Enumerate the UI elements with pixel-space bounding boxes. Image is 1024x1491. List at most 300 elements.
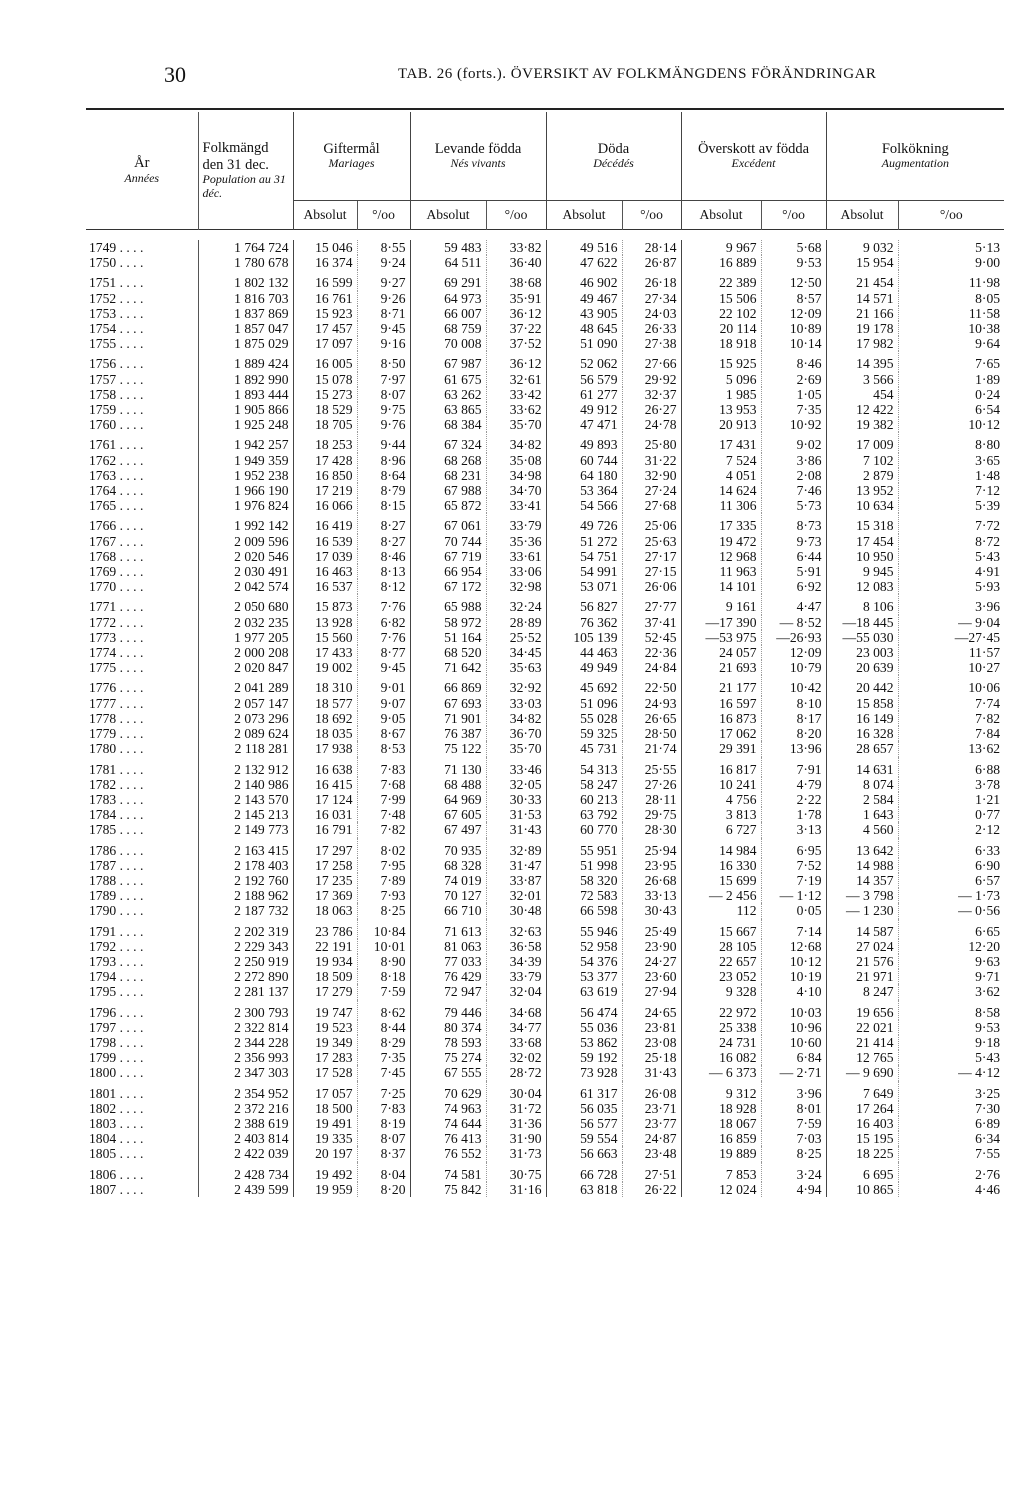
header-marriages-fr: Mariages [328,156,375,171]
cell-increase-permille: 5·93 [898,579,1004,594]
cell-births-absolut: 71 642 [410,660,486,675]
cell-births-permille: 32·04 [486,984,546,999]
cell-births-absolut: 69 291 [410,270,486,290]
cell-marriages-permille: 7·76 [357,594,410,614]
cell-marriages-permille: 8·44 [357,1020,410,1035]
cell-deaths-absolut: 56 035 [546,1101,622,1116]
table-row [86,645,1004,660]
cell-surplus-permille: 8·20 [761,726,826,741]
cell-increase-absolut: 15 195 [826,1131,898,1146]
cell-surplus-permille: 3·13 [761,822,826,837]
subheader-permille: °/oo [761,201,826,230]
cell-surplus-permille: — 1·12 [761,888,826,903]
cell-marriages-absolut: 16 761 [293,291,357,306]
cell-increase-absolut: 19 656 [826,1000,898,1020]
cell-births-permille: 34·77 [486,1020,546,1035]
cell-deaths-absolut: 52 958 [546,939,622,954]
cell-increase-absolut: 15 858 [826,696,898,711]
cell-births-permille: 33·06 [486,564,546,579]
cell-marriages-permille: 9·27 [357,270,410,290]
cell-deaths-absolut: 58 247 [546,777,622,792]
cell-marriages-absolut: 18 692 [293,711,357,726]
cell-population: 2 439 599 [198,1182,293,1197]
table-row [86,711,1004,726]
cell-births-permille: 34·98 [486,468,546,483]
cell-deaths-permille: 23·08 [622,1035,681,1050]
cell-year: 1759 . . . . [89,402,144,418]
cell-deaths-permille: 27·34 [622,291,681,306]
header-year-sv: År [134,155,150,172]
cell-marriages-absolut: 19 934 [293,954,357,969]
cell-births-permille: 33·03 [486,696,546,711]
cell-increase-absolut: 6 695 [826,1162,898,1182]
table-row [86,372,1004,387]
subheader-absolut: Absolut [410,201,486,230]
cell-surplus-absolut: 28 105 [681,939,761,954]
cell-surplus-permille: 1·78 [761,807,826,822]
cell-marriages-permille: 9·05 [357,711,410,726]
cell-deaths-permille: 23·77 [622,1116,681,1131]
cell-marriages-absolut: 19 002 [293,660,357,675]
cell-increase-permille: 7·55 [898,1146,1004,1161]
cell-marriages-permille: 7·76 [357,630,410,645]
cell-marriages-absolut: 18 577 [293,696,357,711]
cell-increase-absolut: 22 021 [826,1020,898,1035]
header-deaths-sv: Döda [597,140,630,157]
cell-population: 2 030 491 [198,564,293,579]
cell-deaths-absolut: 49 893 [546,432,622,452]
header-increase-fr: Augmentation [881,156,949,171]
cell-surplus-absolut: 14 101 [681,579,761,594]
cell-increase-permille: 1·89 [898,372,1004,387]
cell-year: 1754 . . . . [89,321,144,337]
cell-births-permille: 30·75 [486,1162,546,1182]
cell-births-permille: 31·73 [486,1146,546,1161]
cell-increase-permille: 7·84 [898,726,1004,741]
cell-increase-absolut: 7 102 [826,453,898,468]
cell-births-permille: 32·02 [486,1050,546,1065]
cell-surplus-absolut: 17 335 [681,513,761,533]
cell-surplus-permille: 1·05 [761,387,826,402]
cell-births-absolut: 67 555 [410,1065,486,1080]
cell-year: 1778 . . . . [89,710,144,726]
cell-deaths-absolut: 46 902 [546,270,622,290]
cell-increase-absolut: 9 032 [826,240,898,255]
cell-deaths-absolut: 56 663 [546,1146,622,1161]
cell-increase-permille: 11·58 [898,306,1004,321]
cell-surplus-absolut: 4 756 [681,792,761,807]
cell-marriages-absolut: 19 349 [293,1035,357,1050]
cell-deaths-absolut: 47 471 [546,417,622,432]
cell-year: 1801 . . . . [89,1085,144,1101]
cell-surplus-permille: 10·60 [761,1035,826,1050]
cell-deaths-permille: 25·55 [622,757,681,777]
header-rule [86,230,1004,241]
cell-marriages-absolut: 15 923 [293,306,357,321]
cell-surplus-absolut: 21 693 [681,660,761,675]
cell-population: 2 188 962 [198,888,293,903]
cell-deaths-permille: 26·27 [622,402,681,417]
cell-surplus-permille: 7·14 [761,919,826,939]
cell-surplus-absolut: 10 241 [681,777,761,792]
header-surplus-sv: Överskott av födda [697,140,810,157]
table-row [86,579,1004,594]
cell-marriages-permille: 9·76 [357,417,410,432]
cell-population: 2 354 952 [198,1081,293,1101]
cell-surplus-permille: 7·19 [761,873,826,888]
cell-surplus-absolut: 9 328 [681,984,761,999]
cell-population: 2 145 213 [198,807,293,822]
cell-increase-permille: 9·63 [898,954,1004,969]
cell-births-absolut: 66 869 [410,675,486,695]
cell-population: 2 118 281 [198,741,293,756]
cell-surplus-absolut: 6 727 [681,822,761,837]
cell-births-permille: 33·46 [486,757,546,777]
cell-births-absolut: 59 483 [410,240,486,255]
cell-deaths-permille: 26·87 [622,255,681,270]
cell-births-absolut: 76 387 [410,726,486,741]
cell-marriages-absolut: 17 235 [293,873,357,888]
cell-year: 1757 . . . . [89,371,144,387]
table-row [86,939,1004,954]
cell-surplus-absolut: 19 472 [681,534,761,549]
cell-births-absolut: 76 552 [410,1146,486,1161]
cell-surplus-permille: 9·53 [761,255,826,270]
cell-surplus-permille: 12·68 [761,939,826,954]
cell-increase-permille: 6·57 [898,873,1004,888]
cell-marriages-absolut: 16 537 [293,579,357,594]
cell-surplus-absolut: 14 984 [681,838,761,858]
cell-deaths-permille: 24·27 [622,954,681,969]
cell-population: 1 893 444 [198,387,293,402]
cell-increase-permille: 6·65 [898,919,1004,939]
subheader-absolut: Absolut [293,201,357,230]
cell-marriages-absolut: 15 046 [293,240,357,255]
cell-increase-permille: 4·91 [898,564,1004,579]
cell-marriages-permille: 8·18 [357,969,410,984]
cell-surplus-absolut: 22 972 [681,1000,761,1020]
cell-marriages-absolut: 16 374 [293,255,357,270]
cell-deaths-absolut: 45 731 [546,741,622,756]
cell-deaths-permille: 24·87 [622,1131,681,1146]
table-row [86,1000,1004,1020]
cell-increase-permille: 8·72 [898,534,1004,549]
table-row [86,1116,1004,1131]
cell-surplus-absolut: 22 657 [681,954,761,969]
cell-population: 1 816 703 [198,291,293,306]
cell-deaths-absolut: 61 277 [546,387,622,402]
subheader-absolut: Absolut [546,201,622,230]
cell-surplus-absolut: — 6 373 [681,1065,761,1080]
cell-marriages-permille: 8·07 [357,387,410,402]
population-change-table [86,112,1004,1197]
cell-births-permille: 31·36 [486,1116,546,1131]
cell-population: 1 837 869 [198,306,293,321]
cell-increase-permille: — 0·56 [898,903,1004,918]
cell-increase-absolut: 8 074 [826,777,898,792]
cell-surplus-permille: 3·96 [761,1081,826,1101]
cell-surplus-permille: 9·73 [761,534,826,549]
cell-increase-permille: 0·77 [898,807,1004,822]
cell-marriages-absolut: 17 219 [293,483,357,498]
cell-surplus-absolut: 12 024 [681,1182,761,1197]
header-marriages [293,112,410,201]
cell-deaths-absolut: 52 062 [546,351,622,371]
cell-surplus-absolut: 11 963 [681,564,761,579]
cell-births-absolut: 70 629 [410,1081,486,1101]
cell-deaths-absolut: 72 583 [546,888,622,903]
cell-surplus-absolut: 24 731 [681,1035,761,1050]
cell-year: 1781 . . . . [89,761,144,777]
cell-increase-permille: 8·80 [898,432,1004,452]
cell-deaths-permille: 27·94 [622,984,681,999]
cell-births-permille: 32·61 [486,372,546,387]
subheader-permille: °/oo [622,201,681,230]
cell-surplus-permille: 5·91 [761,564,826,579]
table-row [86,1020,1004,1035]
cell-births-absolut: 68 520 [410,645,486,660]
cell-marriages-permille: 8·64 [357,468,410,483]
cell-year: 1753 . . . . [89,305,144,321]
cell-births-absolut: 68 268 [410,453,486,468]
cell-marriages-absolut: 17 433 [293,645,357,660]
cell-deaths-permille: 24·93 [622,696,681,711]
cell-population: 2 403 814 [198,1131,293,1146]
cell-deaths-permille: 25·06 [622,513,681,533]
cell-births-permille: 32·89 [486,838,546,858]
cell-year: 1790 . . . . [89,903,144,919]
cell-marriages-permille: 7·99 [357,792,410,807]
cell-deaths-permille: 27·26 [622,777,681,792]
cell-births-permille: 31·16 [486,1182,546,1197]
cell-deaths-absolut: 63 792 [546,807,622,822]
cell-increase-absolut: 15 318 [826,513,898,533]
header-increase [826,112,1004,201]
cell-marriages-absolut: 20 197 [293,1146,357,1161]
table-row [86,1035,1004,1050]
cell-increase-permille: 2·76 [898,1162,1004,1182]
cell-population: 1 952 238 [198,468,293,483]
running-head: TAB. 26 (forts.). ÖVERSIKT AV FOLKMÄNGDENS FÖRÄNDRINGAR [398,66,877,82]
cell-marriages-permille: 9·45 [357,660,410,675]
cell-births-absolut: 67 719 [410,549,486,564]
cell-marriages-absolut: 15 078 [293,372,357,387]
table-row [86,432,1004,452]
table-row [86,807,1004,822]
cell-year: 1763 . . . . [89,467,144,483]
cell-births-absolut: 67 497 [410,822,486,837]
header-year-fr: Années [124,170,160,185]
cell-population: 2 140 986 [198,777,293,792]
cell-deaths-permille: 25·63 [622,534,681,549]
cell-population: 1 857 047 [198,321,293,336]
cell-marriages-absolut: 17 457 [293,321,357,336]
cell-marriages-absolut: 16 638 [293,757,357,777]
cell-deaths-absolut: 53 862 [546,1035,622,1050]
cell-marriages-permille: 9·45 [357,321,410,336]
cell-births-absolut: 76 413 [410,1131,486,1146]
cell-marriages-absolut: 18 509 [293,969,357,984]
table-row [86,534,1004,549]
cell-year: 1780 . . . . [89,741,144,757]
cell-surplus-permille: 4·79 [761,777,826,792]
cell-deaths-permille: 27·17 [622,549,681,564]
cell-births-absolut: 71 901 [410,711,486,726]
cell-population: 1 949 359 [198,453,293,468]
cell-surplus-permille: 13·96 [761,741,826,756]
cell-births-permille: 33·87 [486,873,546,888]
table-row [86,402,1004,417]
cell-population: 1 780 678 [198,255,293,270]
cell-increase-absolut: 4 560 [826,822,898,837]
cell-population: 1 977 205 [198,630,293,645]
cell-deaths-permille: 33·13 [622,888,681,903]
cell-deaths-permille: 23·90 [622,939,681,954]
cell-births-permille: 37·52 [486,336,546,351]
cell-deaths-permille: 21·74 [622,741,681,756]
cell-surplus-absolut: 16 597 [681,696,761,711]
header-marriages-sv: Giftermål [323,140,380,157]
cell-year: 1777 . . . . [89,695,144,711]
cell-year: 1807 . . . . [89,1181,144,1197]
cell-deaths-permille: 31·43 [622,1065,681,1080]
cell-population: 1 889 424 [198,351,293,371]
cell-increase-absolut: 17 982 [826,336,898,351]
cell-year: 1767 . . . . [89,533,144,549]
cell-marriages-absolut: 18 529 [293,402,357,417]
cell-surplus-absolut: 1 985 [681,387,761,402]
cell-marriages-absolut: 22 191 [293,939,357,954]
cell-deaths-absolut: 49 949 [546,660,622,675]
cell-deaths-absolut: 73 928 [546,1065,622,1080]
cell-deaths-permille: 32·37 [622,387,681,402]
cell-births-permille: 33·79 [486,969,546,984]
cell-population: 2 300 793 [198,1000,293,1020]
cell-marriages-permille: 7·25 [357,1081,410,1101]
cell-marriages-absolut: 17 369 [293,888,357,903]
cell-births-absolut: 76 429 [410,969,486,984]
cell-marriages-absolut: 17 097 [293,336,357,351]
cell-marriages-absolut: 17 039 [293,549,357,564]
cell-population: 2 250 919 [198,954,293,969]
cell-year: 1749 . . . . [89,240,144,255]
cell-increase-permille: 0·24 [898,387,1004,402]
cell-births-permille: 34·39 [486,954,546,969]
cell-marriages-absolut: 16 791 [293,822,357,837]
cell-population: 2 057 147 [198,696,293,711]
cell-surplus-absolut: 18 067 [681,1116,761,1131]
cell-surplus-absolut: 12 968 [681,549,761,564]
cell-births-permille: 32·98 [486,579,546,594]
cell-increase-permille: 7·65 [898,351,1004,371]
header-births-sv: Levande födda [434,140,522,157]
cell-increase-permille: 5·39 [898,498,1004,513]
cell-deaths-absolut: 49 912 [546,402,622,417]
cell-marriages-permille: 7·95 [357,858,410,873]
cell-deaths-absolut: 61 317 [546,1081,622,1101]
cell-births-permille: 32·92 [486,675,546,695]
cell-year: 1802 . . . . [89,1100,144,1116]
cell-marriages-permille: 10·84 [357,919,410,939]
cell-births-absolut: 70 008 [410,336,486,351]
table-row [86,757,1004,777]
cell-marriages-absolut: 19 492 [293,1162,357,1182]
cell-deaths-absolut: 63 818 [546,1182,622,1197]
cell-surplus-permille: 6·95 [761,838,826,858]
cell-deaths-absolut: 49 516 [546,240,622,255]
cell-population: 2 372 216 [198,1101,293,1116]
cell-surplus-absolut: 13 953 [681,402,761,417]
cell-year: 1785 . . . . [89,822,144,838]
cell-births-permille: 33·79 [486,513,546,533]
cell-deaths-permille: 23·81 [622,1020,681,1035]
cell-surplus-permille: 8·57 [761,291,826,306]
cell-increase-absolut: 7 649 [826,1081,898,1101]
top-rule [86,108,1004,110]
cell-surplus-absolut: 9 161 [681,594,761,614]
cell-year: 1769 . . . . [89,564,144,580]
cell-surplus-absolut: 22 102 [681,306,761,321]
cell-births-permille: 34·68 [486,1000,546,1020]
cell-births-permille: 31·90 [486,1131,546,1146]
cell-births-absolut: 70 935 [410,838,486,858]
cell-births-permille: 32·63 [486,919,546,939]
table-body [86,240,1004,1197]
cell-increase-absolut: 28 657 [826,741,898,756]
table-row [86,630,1004,645]
cell-marriages-absolut: 16 599 [293,270,357,290]
cell-surplus-absolut: 17 431 [681,432,761,452]
cell-deaths-absolut: 59 192 [546,1050,622,1065]
cell-surplus-permille: 6·84 [761,1050,826,1065]
cell-deaths-absolut: 55 036 [546,1020,622,1035]
cell-deaths-absolut: 45 692 [546,675,622,695]
cell-births-permille: 30·33 [486,792,546,807]
cell-marriages-absolut: 17 124 [293,792,357,807]
cell-population: 2 202 319 [198,919,293,939]
cell-deaths-permille: 32·90 [622,468,681,483]
cell-year: 1761 . . . . [89,437,144,453]
cell-population: 1 802 132 [198,270,293,290]
cell-increase-permille: — 1·73 [898,888,1004,903]
cell-marriages-permille: 7·83 [357,1101,410,1116]
cell-marriages-permille: 8·13 [357,564,410,579]
cell-deaths-absolut: 47 622 [546,255,622,270]
cell-births-permille: 33·68 [486,1035,546,1050]
cell-surplus-absolut: 18 918 [681,336,761,351]
cell-deaths-absolut: 64 180 [546,468,622,483]
cell-deaths-absolut: 56 474 [546,1000,622,1020]
table-row [86,483,1004,498]
cell-increase-permille: 5·43 [898,1050,1004,1065]
cell-increase-absolut: 12 422 [826,402,898,417]
table-row [86,873,1004,888]
cell-year: 1806 . . . . [89,1166,144,1182]
cell-increase-absolut: 10 634 [826,498,898,513]
cell-increase-absolut: 9 945 [826,564,898,579]
cell-births-absolut: 79 446 [410,1000,486,1020]
cell-increase-absolut: 19 382 [826,417,898,432]
cell-deaths-permille: 26·68 [622,873,681,888]
cell-population: 2 050 680 [198,594,293,614]
cell-population: 2 281 137 [198,984,293,999]
cell-surplus-permille: 3·86 [761,453,826,468]
cell-births-absolut: 67 324 [410,432,486,452]
cell-surplus-absolut: 23 052 [681,969,761,984]
cell-marriages-permille: 8·02 [357,838,410,858]
table-row [86,240,1004,255]
table-row [86,919,1004,939]
